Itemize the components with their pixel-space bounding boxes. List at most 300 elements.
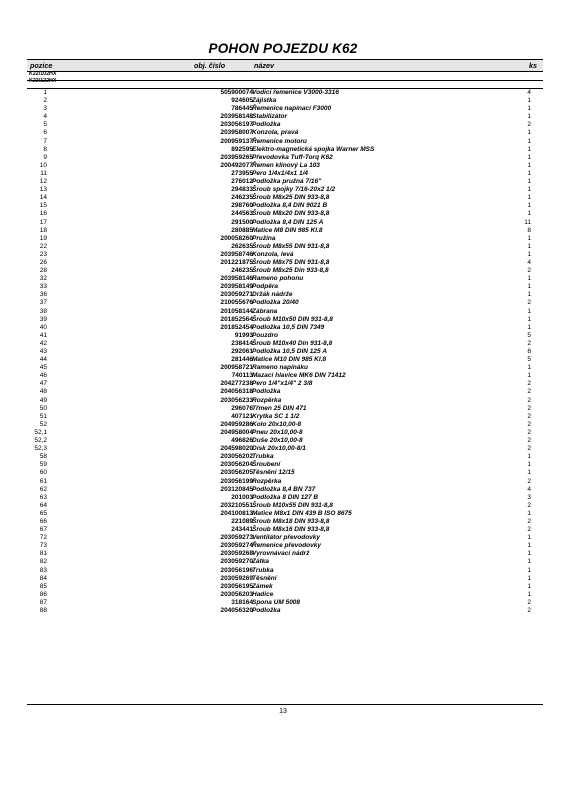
- row-quantity: 1: [527, 113, 531, 121]
- row-quantity: 1: [527, 509, 531, 517]
- row-position: 86: [39, 590, 47, 598]
- row-part-number: 203210551: [220, 501, 253, 509]
- row-quantity: 5: [527, 356, 531, 364]
- row-position: 48: [39, 388, 47, 396]
- row-part-number: 200959137: [220, 137, 253, 145]
- row-position: 6: [43, 129, 47, 137]
- table-row: [27, 558, 543, 566]
- footer-divider: [27, 704, 543, 705]
- row-part-number: 280885: [231, 226, 253, 234]
- table-row: [27, 607, 543, 615]
- row-part-name: Pouzdro: [252, 331, 278, 339]
- row-position: 52,3: [34, 445, 47, 453]
- row-position: 59: [39, 461, 47, 469]
- row-quantity: 1: [527, 364, 531, 372]
- row-part-name: Třmen 25 DIN 471: [252, 404, 307, 412]
- row-quantity: 1: [527, 469, 531, 477]
- row-quantity: 1: [527, 590, 531, 598]
- row-quantity: 11: [524, 218, 531, 226]
- row-part-number: 204958004: [220, 428, 253, 436]
- table-row: [27, 105, 543, 113]
- table-row: [27, 308, 543, 316]
- row-part-number: 203959265: [220, 153, 253, 161]
- row-part-number: 210055676: [220, 299, 253, 307]
- row-quantity: 2: [527, 380, 531, 388]
- row-part-name: Šroub M8x75 DIN 931-8,8: [252, 258, 330, 266]
- table-row: [27, 405, 543, 413]
- row-quantity: 2: [527, 607, 531, 614]
- row-position: 58: [39, 453, 47, 461]
- row-part-number: 203059270: [220, 558, 253, 566]
- model-list: [29, 71, 56, 86]
- row-quantity: 2: [527, 526, 531, 534]
- table-row: [27, 340, 543, 348]
- row-part-name: Duše 20x10,00-8: [252, 437, 303, 445]
- row-position: 36: [39, 291, 47, 299]
- row-position: 52,1: [34, 428, 47, 436]
- row-part-name: Krytka SC 1 1/2: [252, 412, 300, 420]
- row-position: 82: [39, 558, 47, 566]
- row-part-name: Šroub M8x25 Din 933-8,8: [252, 267, 329, 275]
- row-part-name: Konzola, levá: [252, 250, 294, 258]
- row-part-number: 204056320: [220, 607, 253, 614]
- table-row: [27, 469, 543, 477]
- row-position: 10: [39, 161, 47, 169]
- row-part-name: Řemenice převodovky: [252, 542, 322, 550]
- table-row: [27, 510, 543, 518]
- row-position: 18: [39, 226, 47, 234]
- table-row: [27, 138, 543, 146]
- row-part-number: 786445: [231, 105, 253, 113]
- row-quantity: 1: [527, 566, 531, 574]
- row-position: 5: [43, 121, 47, 129]
- row-quantity: 1: [527, 137, 531, 145]
- header-ks: ks: [529, 61, 537, 70]
- row-position: 50: [39, 404, 47, 412]
- table-row: [27, 364, 543, 372]
- row-quantity: 2: [527, 445, 531, 453]
- table-row: [27, 316, 543, 324]
- row-part-name: Kolo 20x10,00-8: [252, 420, 302, 428]
- table-row: [27, 332, 543, 340]
- table-row: [27, 445, 543, 453]
- row-position: 61: [39, 477, 47, 485]
- table-row: [27, 550, 543, 558]
- table-row: [27, 356, 543, 364]
- row-quantity: 2: [527, 388, 531, 396]
- row-part-number: 291500: [231, 218, 253, 226]
- row-part-number: 221089: [231, 517, 253, 525]
- table-row: [27, 518, 543, 526]
- row-part-number: 294833: [231, 186, 253, 194]
- table-row: [27, 372, 543, 380]
- row-quantity: 2: [527, 121, 531, 129]
- row-part-number: 244563: [231, 210, 253, 218]
- row-position: 33: [39, 283, 47, 291]
- row-part-number: 203056205: [220, 469, 253, 477]
- row-part-name: Rozpěrka: [252, 477, 282, 485]
- row-quantity: 1: [527, 202, 531, 210]
- row-part-name: Ventilátor převodovky: [252, 534, 321, 542]
- table-row: [27, 575, 543, 583]
- row-quantity: 1: [527, 275, 531, 283]
- table-row: [27, 162, 543, 170]
- row-part-name: Spona UM 5008: [252, 598, 301, 606]
- row-position: 4: [43, 113, 47, 121]
- row-position: 16: [39, 210, 47, 218]
- table-row: [27, 283, 543, 291]
- row-position: 46: [39, 372, 47, 380]
- row-part-number: 203059273: [220, 534, 253, 542]
- table-row: [27, 380, 543, 388]
- table-row: [27, 291, 543, 299]
- row-position: 40: [39, 323, 47, 331]
- row-quantity: 1: [527, 534, 531, 542]
- table-row: [27, 299, 543, 307]
- row-part-name: Zátka: [252, 558, 269, 566]
- row-quantity: 1: [527, 129, 531, 137]
- row-quantity: 1: [527, 291, 531, 299]
- row-part-name: Rameno pohonu: [252, 275, 304, 283]
- row-part-number: 203056197: [220, 121, 253, 129]
- table-row: [27, 526, 543, 534]
- row-part-name: Podložka 8,4 DIN 9021 B: [252, 202, 328, 210]
- row-quantity: 1: [527, 234, 531, 242]
- row-part-number: 276012: [231, 178, 253, 186]
- table-row: [27, 397, 543, 405]
- row-position: 7: [43, 137, 47, 145]
- row-position: 64: [39, 501, 47, 509]
- row-part-name: Podložka: [252, 121, 281, 129]
- row-part-name: Zámek: [252, 582, 273, 590]
- table-row: [27, 437, 543, 445]
- row-quantity: 1: [527, 453, 531, 461]
- table-header: [27, 59, 543, 72]
- row-part-number: 892595: [231, 145, 253, 153]
- table-row: [27, 259, 543, 267]
- row-part-name: Šroub M8x25 DIN 933-8,8: [252, 194, 330, 202]
- row-quantity: 2: [527, 420, 531, 428]
- row-part-name: Pružina: [252, 234, 276, 242]
- row-position: 44: [39, 356, 47, 364]
- row-quantity: 1: [527, 250, 531, 258]
- table-row: [27, 275, 543, 283]
- row-quantity: 2: [527, 598, 531, 606]
- row-position: 84: [39, 574, 47, 582]
- row-part-name: Šroub M8x55 DIN 931-8,8: [252, 242, 330, 250]
- row-part-name: Pneu 20x10,00-8: [252, 428, 303, 436]
- row-part-name: Šroub spojky 7/16-20x2 1/2: [252, 186, 336, 194]
- row-part-number: 203056233: [220, 396, 253, 404]
- table-row: [27, 210, 543, 218]
- row-part-number: 91993: [234, 331, 253, 339]
- table-row: [27, 542, 543, 550]
- row-position: 73: [39, 542, 47, 550]
- row-part-name: Podložka 10,5 DIN 7349: [252, 323, 325, 331]
- row-quantity: 1: [527, 105, 531, 113]
- table-row: [27, 494, 543, 502]
- row-part-number: 246235: [231, 267, 253, 275]
- row-quantity: 2: [527, 501, 531, 509]
- row-quantity: 4: [527, 89, 531, 96]
- table-row: [27, 227, 543, 235]
- row-quantity: 1: [527, 542, 531, 550]
- row-position: 9: [43, 153, 47, 161]
- row-part-number: 924605: [231, 97, 253, 105]
- row-part-number: 200958721: [220, 364, 253, 372]
- row-quantity: 1: [527, 97, 531, 105]
- row-part-number: 203958148: [220, 113, 253, 121]
- row-part-name: Podložka 8,4 BN 737: [252, 485, 316, 493]
- row-position: 63: [39, 493, 47, 501]
- row-quantity: 1: [527, 315, 531, 323]
- page-number: 13: [279, 708, 287, 715]
- row-part-number: 203059269: [220, 574, 253, 582]
- row-position: 51: [39, 412, 47, 420]
- row-part-number: 200492077: [220, 161, 253, 169]
- row-part-name: Řemen klínový La 103: [252, 161, 320, 169]
- row-part-number: 496826: [231, 437, 253, 445]
- row-part-number: 203059271: [220, 291, 253, 299]
- row-part-name: Trubka: [252, 453, 274, 461]
- row-part-name: Mazací hlavice MK6 DIN 71412: [252, 372, 346, 380]
- table-row: [27, 453, 543, 461]
- row-part-name: Trubka: [252, 566, 274, 574]
- row-quantity: 1: [527, 145, 531, 153]
- row-position: 81: [39, 550, 47, 558]
- row-part-name: Elektro-magnetická spojka Warner MSS: [252, 145, 375, 153]
- row-quantity: 8: [527, 348, 531, 355]
- table-row: [27, 146, 543, 154]
- row-quantity: 2: [527, 404, 531, 412]
- row-part-number: 203958146: [220, 275, 253, 283]
- table-row: [27, 219, 543, 227]
- row-quantity: 2: [527, 267, 531, 275]
- row-part-number: 203958149: [220, 283, 253, 291]
- row-part-name: Vyrovnávací nádrž: [252, 550, 310, 558]
- row-quantity: 1: [527, 574, 531, 582]
- row-part-number: 203056196: [220, 566, 253, 574]
- table-row: [27, 170, 543, 178]
- row-position: 8: [43, 145, 47, 153]
- row-part-name: Převodovka Tuff-Torq K62: [252, 153, 333, 161]
- row-part-name: Rameno napínáku: [252, 364, 308, 372]
- row-quantity: 5: [527, 331, 531, 339]
- row-position: 62: [39, 485, 47, 493]
- table-row: [27, 89, 543, 97]
- row-part-number: 204598020: [220, 445, 253, 453]
- row-part-name: Držák nádrže: [252, 291, 293, 299]
- row-quantity: 1: [527, 461, 531, 469]
- row-position: 60: [39, 469, 47, 477]
- table-row: [27, 567, 543, 575]
- row-part-name: Vodicí řemenice V3000-3316: [252, 89, 339, 96]
- row-part-number: 201852454: [220, 323, 253, 331]
- row-part-number: 203056199: [220, 477, 253, 485]
- table-row: [27, 502, 543, 510]
- row-part-name: Šroub M10x55 DIN 931-8,8: [252, 501, 333, 509]
- table-row: [27, 591, 543, 599]
- row-position: 13: [39, 186, 47, 194]
- row-position: 47: [39, 380, 47, 388]
- page-title: POHON POJEZDU K62: [208, 41, 358, 56]
- row-position: 83: [39, 566, 47, 574]
- row-quantity: 1: [527, 558, 531, 566]
- row-part-number: 407121: [231, 412, 253, 420]
- row-part-number: 292061: [231, 348, 253, 355]
- row-part-name: Těsnění: [252, 574, 277, 582]
- row-part-name: Zájistka: [252, 97, 277, 105]
- row-position: 12: [39, 178, 47, 186]
- row-part-name: Matice M8x1 DIN 439 B ISO 8675: [252, 509, 352, 517]
- table-row: [27, 348, 543, 356]
- row-position: 32: [39, 275, 47, 283]
- row-quantity: 1: [527, 169, 531, 177]
- row-part-name: Podložka 8 DIN 127 B: [252, 493, 319, 501]
- row-quantity: 2: [527, 412, 531, 420]
- row-part-name: Šroub M10x40 Din 931-8,8: [252, 339, 333, 347]
- row-part-name: Podložka 8,4 DIN 125 A: [252, 218, 324, 226]
- row-part-number: 318164: [231, 598, 253, 606]
- table-row: [27, 324, 543, 332]
- row-part-name: Disk 20x10,00-8/1: [252, 445, 306, 453]
- row-position: 19: [39, 234, 47, 242]
- row-quantity: 2: [527, 517, 531, 525]
- row-part-number: 201058144: [220, 307, 253, 315]
- row-part-name: Podložka: [252, 388, 281, 396]
- header-num: obj. číslo: [194, 61, 226, 70]
- model-divider: [27, 80, 543, 81]
- table-row: [27, 429, 543, 437]
- row-quantity: 2: [527, 437, 531, 445]
- table-row: [27, 486, 543, 494]
- row-position: 88: [39, 607, 47, 614]
- row-part-number: 273955: [231, 169, 253, 177]
- row-position: 15: [39, 202, 47, 210]
- row-quantity: 1: [527, 323, 531, 331]
- row-part-name: Zábrana: [252, 307, 278, 315]
- row-part-number: 203120845: [220, 485, 253, 493]
- row-part-name: Řemenice napínací F3000: [252, 105, 332, 113]
- row-position: 72: [39, 534, 47, 542]
- row-part-number: 203958007: [220, 129, 253, 137]
- row-quantity: 2: [527, 428, 531, 436]
- row-quantity: 1: [527, 582, 531, 590]
- row-quantity: 1: [527, 550, 531, 558]
- row-part-name: Rozpěrka: [252, 396, 282, 404]
- row-position: 66: [39, 517, 47, 525]
- row-part-name: Podložka 10,5 DIN 125 A: [252, 348, 327, 355]
- table-row: [27, 413, 543, 421]
- row-quantity: 2: [527, 299, 531, 307]
- row-part-name: Hadice: [252, 590, 274, 598]
- parts-table: [27, 89, 543, 615]
- table-row: [27, 599, 543, 607]
- row-part-number: 203958746: [220, 250, 253, 258]
- row-position: 52: [39, 420, 47, 428]
- row-position: 49: [39, 396, 47, 404]
- row-part-name: Šroub M8x16 DIN 933-8,8: [252, 526, 330, 534]
- row-part-number: 201221875: [220, 258, 253, 266]
- row-quantity: 4: [527, 485, 531, 493]
- row-part-number: 203059268: [220, 550, 253, 558]
- table-row: [27, 388, 543, 396]
- row-quantity: 1: [527, 283, 531, 291]
- row-part-number: 262635: [231, 242, 253, 250]
- table-row: [27, 97, 543, 105]
- row-position: 87: [39, 598, 47, 606]
- row-quantity: 1: [527, 178, 531, 186]
- row-position: 28: [39, 267, 47, 275]
- row-quantity: 1: [527, 242, 531, 250]
- row-position: 85: [39, 582, 47, 590]
- row-part-number: 203059274: [220, 542, 253, 550]
- row-part-number: 505900074: [220, 89, 253, 96]
- row-part-name: Šroub M8x18 DIN 933-8,8: [252, 517, 330, 525]
- header-pos: pozice: [30, 61, 53, 70]
- table-row: [27, 267, 543, 275]
- row-part-name: Pero 1/4"x1/4" 2 3/8: [252, 380, 313, 388]
- row-part-number: 281446: [231, 356, 253, 364]
- row-quantity: 1: [527, 186, 531, 194]
- table-row: [27, 583, 543, 591]
- row-part-name: Pero 1/4x1/4x1 1/4: [252, 169, 309, 177]
- row-part-number: 243441: [231, 526, 253, 534]
- row-part-number: 204959286: [220, 420, 253, 428]
- row-position: 37: [39, 299, 47, 307]
- row-part-number: 204277238: [220, 380, 253, 388]
- row-position: 65: [39, 509, 47, 517]
- row-quantity: 1: [527, 153, 531, 161]
- row-part-number: 246235: [231, 194, 253, 202]
- row-part-name: Podložka: [252, 607, 281, 614]
- model-label: K22/122HX: [29, 78, 57, 85]
- row-position: 52,2: [34, 437, 47, 445]
- row-position: 42: [39, 339, 47, 347]
- row-part-name: Řemenice motoru: [252, 137, 307, 145]
- row-part-number: 204056318: [220, 388, 253, 396]
- row-part-number: 204100813: [220, 509, 253, 517]
- row-quantity: 1: [527, 194, 531, 202]
- row-part-number: 203056195: [220, 582, 253, 590]
- row-part-number: 238414: [231, 339, 253, 347]
- row-quantity: 2: [527, 396, 531, 404]
- row-part-name: Šroub M8x20 DIN 933-8,8: [252, 210, 330, 218]
- row-part-number: 201003: [231, 493, 253, 501]
- row-part-name: Konzola, pravá: [252, 129, 299, 137]
- row-part-name: Těsnění 12/15: [252, 469, 295, 477]
- row-position: 1: [43, 89, 47, 96]
- row-quantity: 1: [527, 372, 531, 380]
- row-quantity: 1: [527, 161, 531, 169]
- row-part-name: Šroub M10x50 DIN 931-8,8: [252, 315, 333, 323]
- table-row: [27, 478, 543, 486]
- table-row: [27, 129, 543, 137]
- table-row: [27, 421, 543, 429]
- table-row: [27, 121, 543, 129]
- row-part-name: Matice M8 DIN 985 Kl.8: [252, 226, 323, 234]
- row-part-name: Podložka 20/40: [252, 299, 299, 307]
- row-part-name: Šroubení: [252, 461, 281, 469]
- row-position: 39: [39, 315, 47, 323]
- table-row: [27, 154, 543, 162]
- row-part-name: Podpěra: [252, 283, 279, 291]
- row-part-number: 203056202: [220, 453, 253, 461]
- table-row: [27, 113, 543, 121]
- row-part-name: Podložka pružná 7/16'': [252, 178, 322, 186]
- row-part-number: 203056203: [220, 590, 253, 598]
- row-part-number: 201852564: [220, 315, 253, 323]
